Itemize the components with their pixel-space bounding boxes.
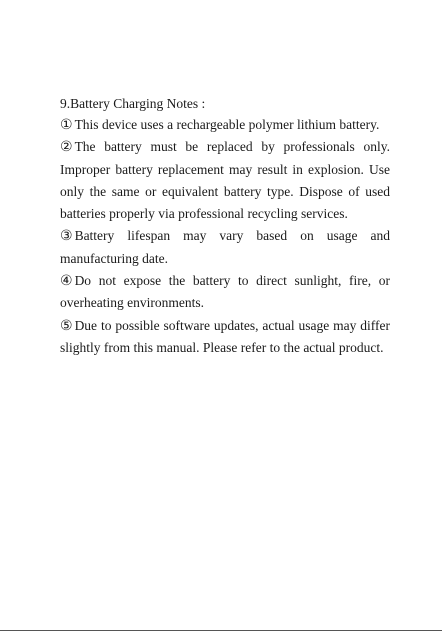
battery-notes-section [60,93,390,359]
circled-number-3: ③ [60,228,73,245]
section-heading: 9.Battery Charging Notes : [60,96,206,111]
note-item [60,270,390,315]
note-text: The battery must be replaced by professionals only. Improper battery replacement may result in explosion. Use only the same or equivalent battery type. Dispose of used batteries properly via professional recycling services. [60,139,390,222]
circled-number-4: ④ [60,273,73,290]
note-text: Do not expose the battery to direct sunlight, fire, or overheating environments. [60,273,390,311]
circled-number-1: ① [60,117,73,133]
note-text: Due to possible software updates, actual usage may differ slightly from this manual. Please refer to the actual product. [60,317,390,355]
note-item [60,225,390,270]
note-item [60,114,390,136]
note-text: Battery lifespan may vary based on usage and manufacturing date. [60,228,390,266]
note-item [60,315,390,360]
circled-number-5: ⑤ [60,317,73,334]
circled-number-2: ② [60,139,73,156]
note-item [60,136,390,225]
note-text: This device uses a rechargeable polymer lithium battery. [74,117,380,132]
